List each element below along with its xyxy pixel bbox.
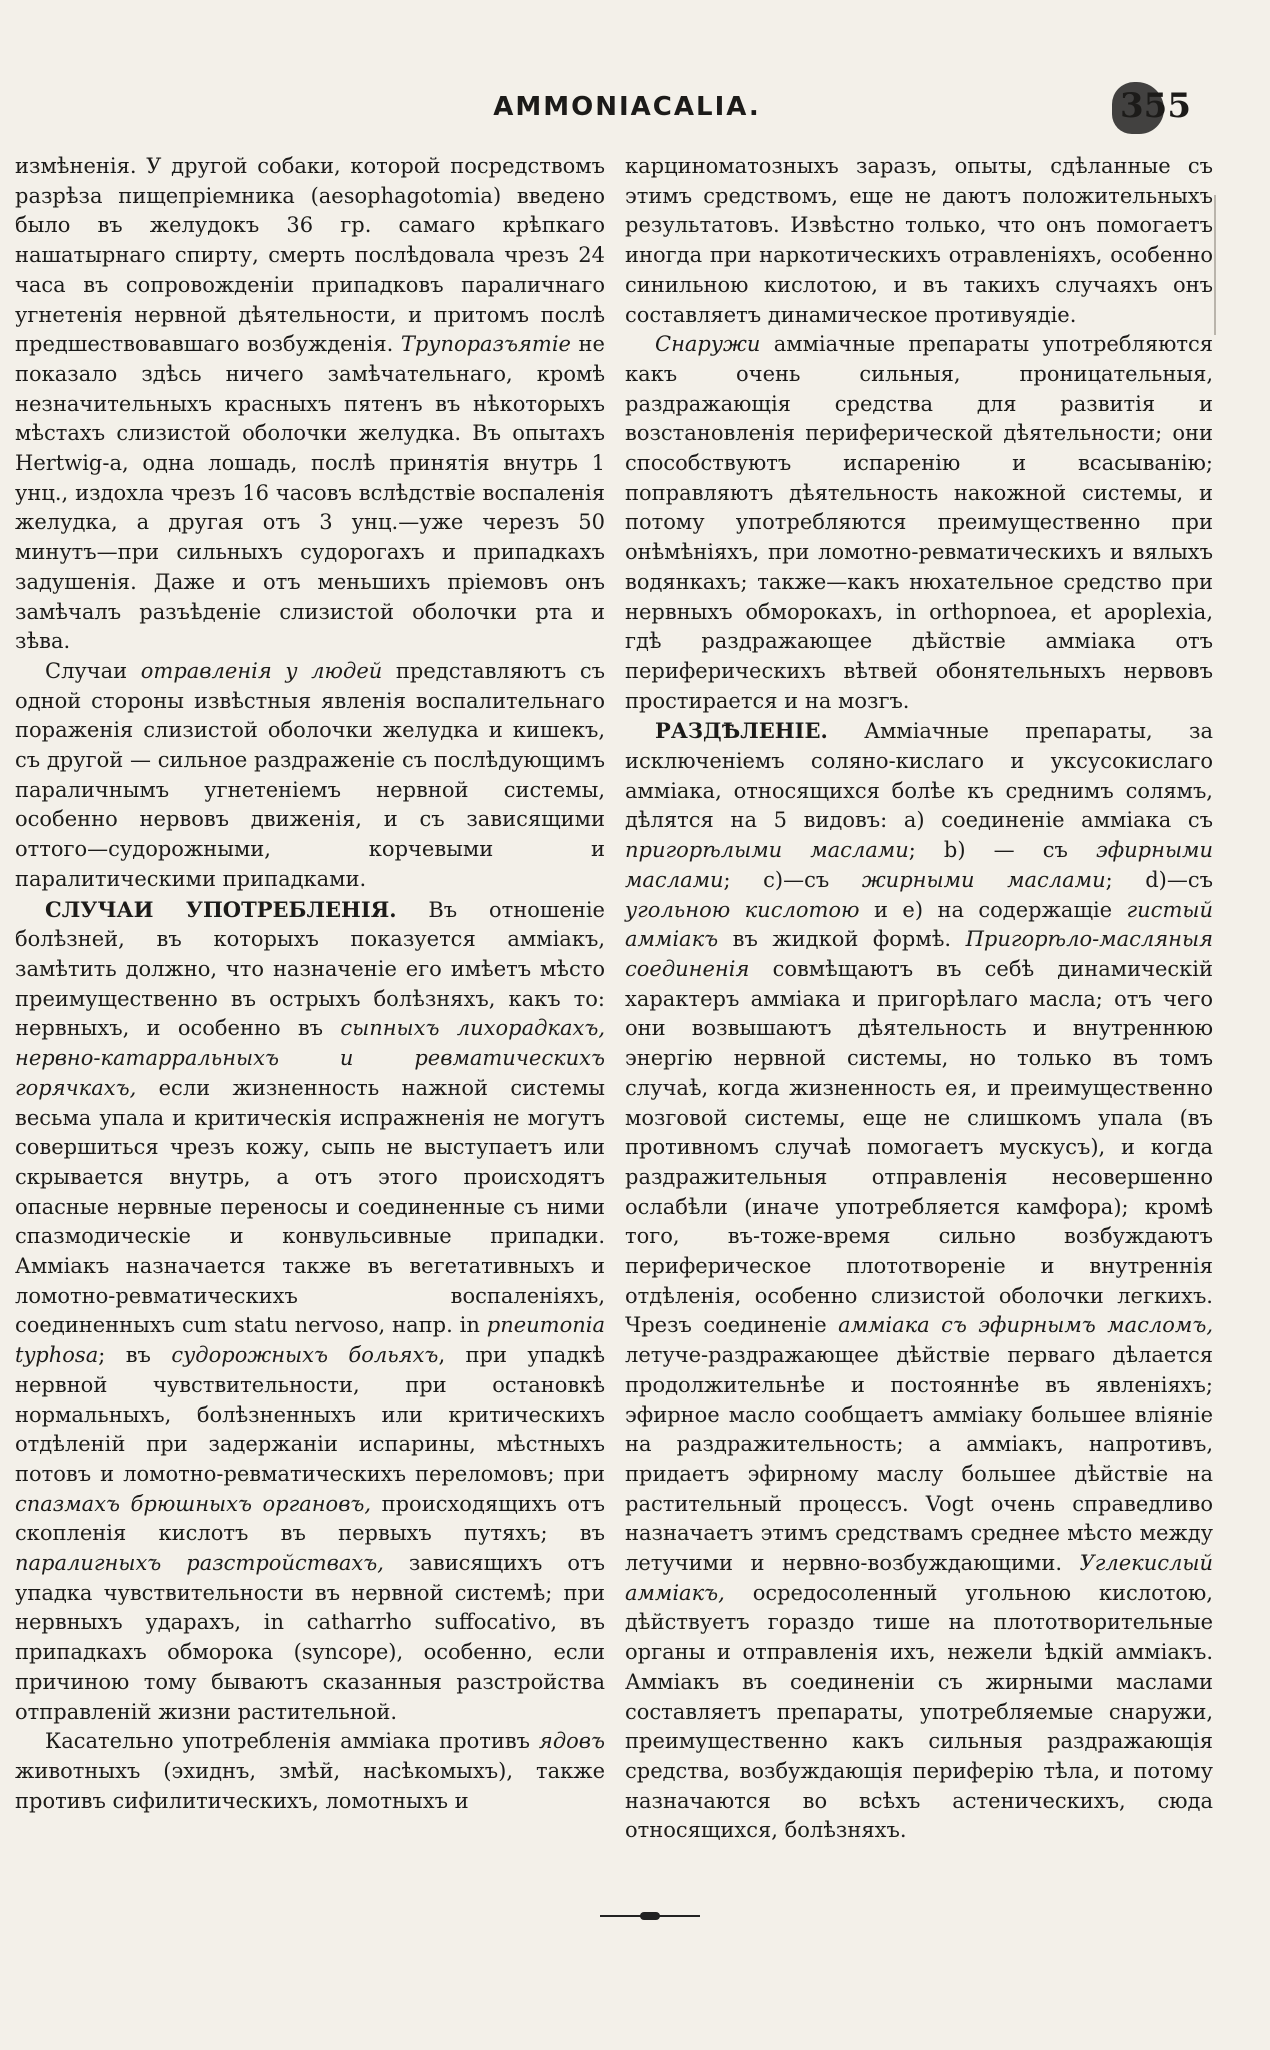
right-paragraph-2: Снаружи аммiачные препараты употребляются какъ очень сильныя, проницательныя, раздражающія средства для развитія и возстановленія периферической дѣятельности; они способствуютъ испаренію и всасыванію; поправляютъ дѣятельность накожной системы, и потому употребляются преимущественно при онѣмѣніяхъ, при ломотно-ревматическихъ и вялыхъ водянкахъ; также—какъ нюхательное средство при нервныхъ обморокахъ, in orthopnoea, et apoplexia, гдѣ раздражающее дѣйствіе аммiака отъ периферическихъ вѣтвей обонятельныхъ нервовъ простирается и на мозгъ.	[625, 332, 1213, 713]
left-paragraph-1: измѣненія. У другой собаки, которой посредствомъ разрѣза пищепріемника (aesophagotomia) введено было въ желудокъ 36 гр. самаго крѣпкаго нашатырнаго спирту, смерть послѣдовала чрезъ 24 часа въ сопровожденіи припадковъ параличнаго угнетенія нервной дѣятельности, и притомъ послѣ предшествовавшаго возбужденія. Трупоразъятіе не показало здѣсь ничего замѣчательнаго, кромѣ незначительныхъ красныхъ пятенъ въ нѣкоторыхъ мѣстахъ слизистой оболочки желудка. Въ опытахъ Hertwig-а, одна лошадь, послѣ принятія внутрь 1 унц., издохла чрезъ 16 часовъ вслѣдствіе воспаленія желудка, а другая отъ 3 унц.—уже черезъ 50 минутъ—при сильныхъ судорогахъ и припадкахъ задушенія. Даже и отъ меньшихъ пріемовъ онъ замѣчалъ разъѣденіе слизистой оболочки рта и зѣва.	[15, 154, 605, 654]
left-paragraph-4: Касательно употребленія аммiака противъ ядовъ животныхъ (эхиднъ, змѣй, насѣкомыхъ), также противъ сифилитическихъ, ломотныхъ и	[15, 1729, 605, 1813]
italic-term: Трупоразъятіе	[400, 332, 571, 357]
left-column	[15, 152, 605, 1816]
right-column	[625, 152, 1213, 1846]
right-paragraph-3: РАЗДѢЛЕНІЕ. Аммiачные препараты, за исключеніемъ соляно-кислаго и уксусокислаго аммiака, относящихся болѣе къ среднимъ солямъ, дѣлятся на 5 видовъ: а) соединеніе аммiака съ пригорѣлыми маслами; b) — съ эфирными маслами; c)—съ жирными маслами; d)—съ угольною кислотою и e) на содержащіе гистый аммiакъ въ жидкой формѣ. Пригорѣло-масляныя соединенія совмѣщаютъ въ себѣ динамическій характеръ аммiака и пригорѣлаго масла; отъ чего они возвышаютъ дѣятельность и внутреннюю энергію нервной системы, но только въ томъ случаѣ, когда жизненность ея, и преимущественно мозговой системы, еще не слишкомъ упала (въ противномъ случаѣ помогаетъ мускусъ), и когда раздражительныя отправленія несовершенно ослабѣли (иначе употребляется камфора); кромѣ того, въ-тоже-время сильно возбуждаютъ периферическое плототвореніе и внутреннія отдѣленія, особенно слизистой оболочки легкихъ. Чрезъ соединеніе аммiака съ эфирнымъ масломъ, летуче-раздражающее дѣйствіе перваго дѣлается продолжительнѣе и постояннѣе въ явленіяхъ; эфирное масло сообщаетъ аммiаку большее вліяніе на раздражительность; а аммiакъ, напротивъ, придаетъ эфирному маслу большее дѣйствіе на растительный процессъ. Vogt очень справедливо назначаетъ этимъ средствамъ среднее мѣсто между летучими и нервно-возбуждающими. Углекислый аммiакъ, осредосоленный угольною кислотою, дѣйствуетъ гораздо тише на плототворительные органы и отправленія ихъ, нежели ѣдкій аммiакъ. Аммiакъ въ соединеніи съ жирными маслами составляетъ препараты, употребляемые снаружи, преимущественно какъ сильныя раздражающія средства, возбуждающія периферію тѣла, и потому назначаются во всѣхъ астеническихъ, сюда относящихся, болѣзняхъ.	[625, 718, 1214, 1843]
left-paragraph-2: Случаи отравленія у людей представляютъ съ одной стороны извѣстныя явленія воспалительнаго пораженія слизистой оболочки желудка и кишекъ, съ другой — сильное раздраженіе съ послѣдующимъ параличнымъ угнетеніемъ нервной системы, особенно нервовъ движенія, и съ зависящими оттого—судорожными, корчевыми и паралитическими припадками.	[15, 658, 606, 891]
section-heading: РАЗДѢЛЕНІЕ.	[655, 718, 828, 744]
right-paragraph-1: карциноматозныхъ заразъ, опыты, сдѣланные съ этимъ средствомъ, еще не даютъ положительныхъ результатовъ. Извѣстно только, что онъ помогаетъ иногда при наркотическихъ отравленіяхъ, особенно синильною кислотою, и въ такихъ случаяхъ онъ составляетъ динамическое противуядіе.	[625, 154, 1213, 327]
left-paragraph-3: СЛУЧАИ УПОТРЕБЛЕНІЯ. Въ отношеніе болѣзней, въ которыхъ показуется аммiакъ, замѣтить должно, что назначеніе его имѣетъ мѣсто преимущественно въ острыхъ болѣзняхъ, какъ то: нервныхъ, и особенно въ сыпныхъ лихорадкахъ, нервно-катарральныхъ и ревматическихъ горячкахъ, если жизненность нажной системы весьма упала и критическія испражненія не могутъ совершиться чрезъ кожу, сыпь не выступаетъ или скрывается внутрь, а отъ этого происходятъ опасные нервные переносы и соединенные съ ними спазмодическіе и конвульсивные припадки. Аммiакъ назначается также въ вегетативныхъ и ломотно-ревматическихъ воспаленіяхъ, соединенныхъ cum statu nervoso, напр. in pneumonia typhosa; въ судорожныхъ больяхъ, при упадкѣ нервной чувствительности, при остановкѣ нормальныхъ, болѣзненныхъ или критическихъ отдѣленій при задержаніи испарины, мѣстныхъ потовъ и ломотно-ревматическихъ переломовъ; при спазмахъ брюшныхъ органовъ, происходящихъ отъ скопленія кислотъ въ первыхъ путяхъ; въ паралигныхъ разстройствахъ, зависящихъ отъ упадка чувствительности въ нервной системѣ; при нервныхъ ударахъ, in catharrho suffocativo, въ припадкахъ обморока (syncope), особенно, если причиною тому бываютъ сказанныя разстройства отправленій жизни растительной.	[15, 896, 606, 1724]
footer-ornament	[600, 1912, 700, 1920]
running-head: AMMONIACALIA.	[493, 92, 761, 122]
margin-mark	[1214, 195, 1216, 335]
page-number: 355	[1120, 86, 1191, 126]
section-heading: СЛУЧАИ УПОТРЕБЛЕНІЯ.	[45, 896, 397, 922]
page-header	[0, 86, 1270, 132]
